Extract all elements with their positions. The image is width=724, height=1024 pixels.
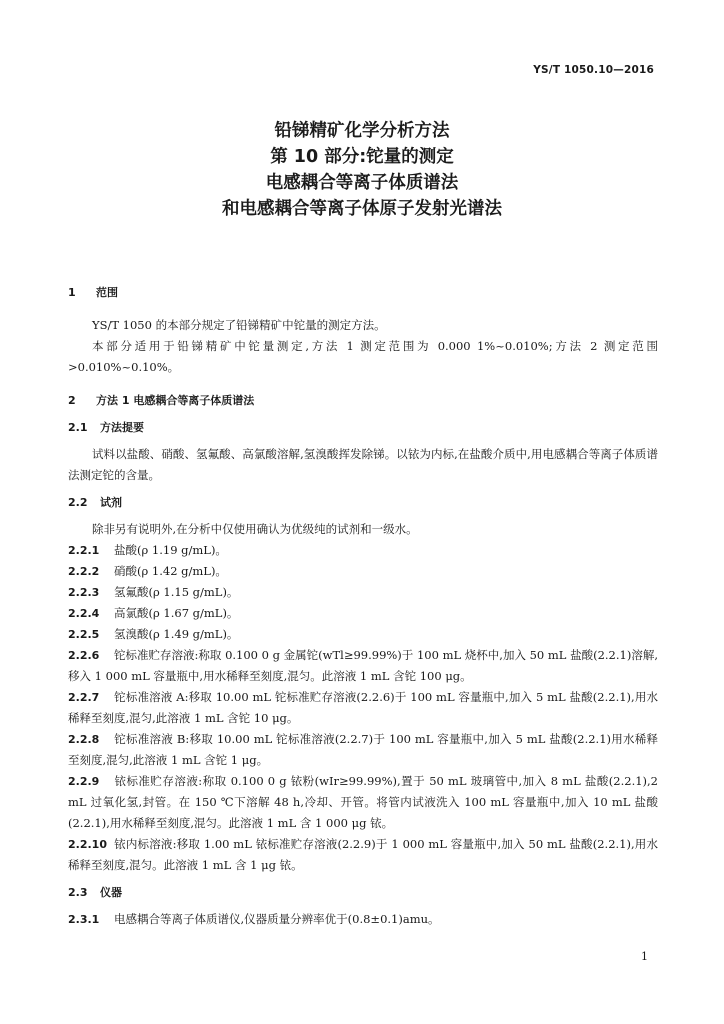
item-text: 铱内标溶液:移取 1.00 mL 铱标准贮存溶液(2.2.9)于 1 000 mL 容量瓶中,加入 50 mL 盐酸(2.2.1),用水稀释至刻度,混匀。此溶液 1 mL 含 1 μg 铱。 [68, 837, 658, 872]
reagent-item [68, 540, 658, 561]
title-line-3: 电感耦合等离子体质谱法 [265, 173, 459, 193]
subsection-number: 2.1 [68, 421, 88, 434]
subsection-number: 2.2 [68, 496, 88, 509]
reagent-item [68, 561, 658, 582]
reagent-item [68, 582, 658, 603]
item-number: 2.2.8 [68, 733, 100, 746]
title-line-4: 和电感耦合等离子体原子发射光谱法 [222, 199, 502, 219]
item-number: 2.2.5 [68, 628, 100, 641]
method-summary-paragraph: 试料以盐酸、硝酸、氢氟酸、高氯酸溶解,氢溴酸挥发除锑。以铱为内标,在盐酸介质中,用电感耦合等离子体质谱法测定铊的含量。 [68, 447, 658, 482]
item-text: 铊标准溶液 A:移取 10.00 mL 铊标准贮存溶液(2.2.6)于 100 mL 容量瓶中,加入 5 mL 盐酸(2.2.1),用水稀释至刻度,混匀,此溶液 1 mL 含铊 10 μg。 [68, 690, 658, 725]
standard-code: YS/T 1050.10—2016 [533, 64, 654, 76]
subsection-2-2-heading [68, 492, 658, 513]
title-line-1: 铅锑精矿化学分析方法 [274, 121, 450, 141]
item-number: 2.2.3 [68, 586, 100, 599]
item-number: 2.2.4 [68, 607, 100, 620]
reagent-item [68, 603, 658, 624]
document-body [68, 282, 658, 930]
instrument-item [68, 909, 658, 930]
reagent-item [68, 729, 658, 771]
item-text: 铱标准贮存溶液:称取 0.100 0 g 铱粉(wIr≥99.99%),置于 50 mL 玻璃管中,加入 8 mL 盐酸(2.2.1),2 mL 过氧化氢,封管。在 150 ℃下溶解 48 h,冷却、开管。将管内试液洗入 100 mL 容量瓶中,加入 10 mL 盐酸(2.2.1),用水稀释至刻度,混匀。此溶液 1 mL 含 1 000 μg 铱。 [68, 774, 658, 830]
item-number: 2.2.9 [68, 775, 100, 788]
reagents-intro: 除非另有说明外,在分析中仅使用确认为优级纯的试剂和一级水。 [92, 522, 418, 536]
section-number: 2 [68, 394, 76, 407]
item-number: 2.2.2 [68, 565, 100, 578]
section-number: 1 [68, 286, 76, 299]
subsection-title: 方法提要 [100, 421, 144, 434]
subsection-number: 2.3 [68, 886, 88, 899]
item-text: 盐酸(ρ 1.19 g/mL)。 [114, 543, 227, 557]
reagent-item [68, 687, 658, 729]
subsection-2-1-heading [68, 417, 658, 438]
section-title: 方法 1 电感耦合等离子体质谱法 [96, 394, 255, 407]
scope-paragraph-1: YS/T 1050 的本部分规定了铅锑精矿中铊量的测定方法。 [92, 318, 386, 332]
reagent-item [68, 624, 658, 645]
reagent-item [68, 834, 658, 876]
title-line-2: 第 10 部分:铊量的测定 [270, 147, 454, 167]
item-text: 电感耦合等离子体质谱仪,仪器质量分辨率优于(0.8±0.1)amu。 [114, 912, 440, 926]
item-text: 高氯酸(ρ 1.67 g/mL)。 [114, 606, 239, 620]
subsection-title: 试剂 [100, 496, 122, 509]
reagent-item [68, 771, 658, 834]
item-number: 2.2.1 [68, 544, 100, 557]
item-number: 2.3.1 [68, 913, 100, 926]
subsection-title: 仪器 [100, 886, 122, 899]
item-number: 2.2.6 [68, 649, 100, 662]
item-number: 2.2.10 [68, 838, 107, 851]
item-text: 氢氟酸(ρ 1.15 g/mL)。 [114, 585, 239, 599]
section-1-heading [68, 282, 658, 303]
page-number: 1 [641, 950, 648, 963]
section-title: 范围 [96, 286, 118, 299]
document-title [0, 118, 724, 222]
item-text: 铊标准贮存溶液:称取 0.100 0 g 金属铊(wTl≥99.99%)于 100 mL 烧杯中,加入 50 mL 盐酸(2.2.1)溶解,移入 1 000 mL 容量瓶中,用水稀释至刻度,混匀。此溶液 1 mL 含铊 100 μg。 [68, 648, 658, 683]
item-text: 硝酸(ρ 1.42 g/mL)。 [114, 564, 227, 578]
scope-paragraph-2: 本部分适用于铅锑精矿中铊量测定,方法 1 测定范围为 0.000 1%~0.010%;方法 2 测定范围>0.010%~0.10%。 [68, 339, 658, 374]
reagent-item [68, 645, 658, 687]
item-number: 2.2.7 [68, 691, 100, 704]
item-text: 氢溴酸(ρ 1.49 g/mL)。 [114, 627, 239, 641]
subsection-2-3-heading [68, 882, 658, 903]
section-2-heading [68, 390, 658, 411]
item-text: 铊标准溶液 B:移取 10.00 mL 铊标准溶液(2.2.7)于 100 mL 容量瓶中,加入 5 mL 盐酸(2.2.1)用水稀释至刻度,混匀,此溶液 1 mL 含铊 1 μg。 [68, 732, 658, 767]
